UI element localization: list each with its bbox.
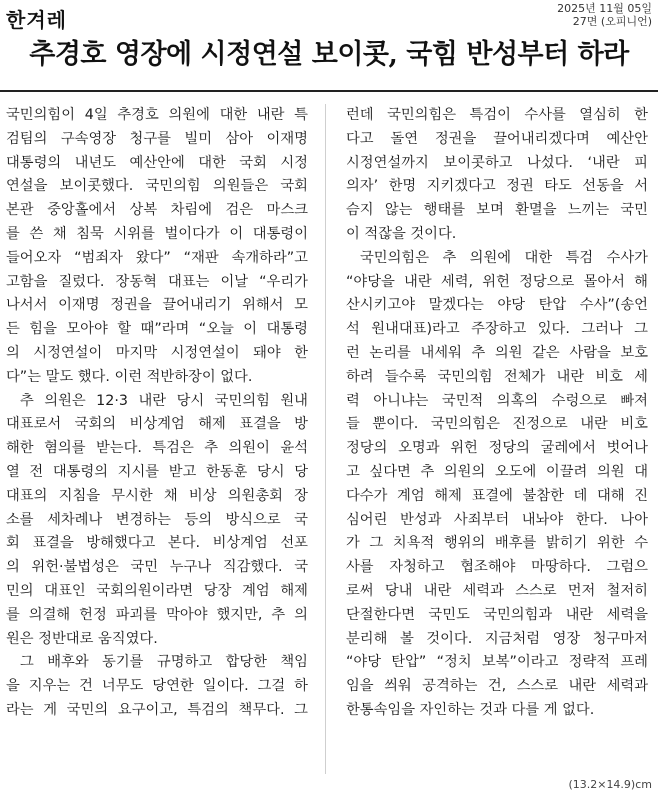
article-line: 다”는 말도 했다. 이런 적반하장이 없다. <box>6 368 253 385</box>
article-line: 든 힘을 모아야 할 때”라며 “오늘 이 대통령 <box>6 321 308 338</box>
article-line: 국민의힘은 추 의원에 대한 특검 수사가 <box>360 249 648 266</box>
article-line: 하려 들수록 국민의힘 전체가 내란 비호 세 <box>346 368 648 385</box>
article-line: 민의 대표인 국회의원이라면 당장 계엄 해제 <box>6 582 308 599</box>
article-line: 를 쓴 채 침묵 시위를 벌이다가 이 대통령이 <box>6 225 308 242</box>
article-line: 다수가 계엄 해제 표결에 불참한 데 대해 진 <box>346 487 648 504</box>
article-line: 심어린 반성과 사죄부터 내놔야 한다. 나아 <box>346 511 648 528</box>
masthead <box>0 0 658 30</box>
page-section: 27면 (오피니언) <box>572 15 652 28</box>
article-line: 다고 돌연 정권을 끌어내리겠다며 예산안 <box>346 130 648 147</box>
publication-date: 2025년 11월 05일 <box>557 2 652 15</box>
article-line: 해한 혐의를 받는다. 특검은 추 의원이 윤석 <box>6 440 308 457</box>
article-column-left <box>6 104 308 723</box>
article-line: 의 위헌·불법성은 국민 누구나 직감했다. 국 <box>6 559 308 576</box>
article-line: 런데 국민의힘은 특검이 수사를 열심히 한 <box>346 107 648 123</box>
article-line: 원은 정반대로 움직였다. <box>6 630 158 647</box>
article-line: 산시키고야 말겠다는 야당 탄압 수사”(송언 <box>346 297 648 314</box>
article-line: 검팀의 구속영장 청구를 빌미 삼아 이재명 <box>6 130 308 147</box>
article-line: 고 싶다면 추 의원의 오도에 이끌려 의원 대 <box>346 463 648 480</box>
article-line: 회 표결을 방해했다고 본다. 비상계엄 선포 <box>6 535 308 552</box>
article-line: 라는 게 국민의 요구이고, 특검의 책무다. 그 <box>6 701 308 718</box>
article-line: 임을 씌워 공격하는 건, 스스로 내란 세력과 <box>346 678 648 695</box>
article-size-note: (13.2×14.9)cm <box>568 778 652 791</box>
headline-rule <box>0 90 658 92</box>
article-line: 들 뿐이다. 국민의힘은 진정으로 내란 비호 <box>346 416 648 433</box>
article-line: 대표의 지침을 무시한 채 비상 의원총회 장 <box>6 487 308 504</box>
article-line: 고함을 질렀다. 장동혁 대표는 이날 “우리가 <box>6 273 308 290</box>
article-line: 이 적잖을 것이다. <box>346 225 457 242</box>
article-line: 대통령의 내년도 예산안에 대한 국회 시정 <box>6 154 308 171</box>
article-line: 나서서 이재명 정권을 끌어내리기 위해서 모 <box>6 297 308 314</box>
article-line: 본관 중앙홀에서 상복 차림에 검은 마스크 <box>6 202 308 219</box>
article-line: 을 지우는 건 너무도 당연한 일이다. 그걸 하 <box>6 678 308 695</box>
article-line: 들어오자 “범죄자 왔다” “재판 속개하라”고 <box>6 249 308 266</box>
column-divider <box>325 104 326 774</box>
article-line: “야당을 내란 세력, 위헌 정당으로 몰아서 해 <box>346 273 648 290</box>
article-column-right <box>346 104 648 723</box>
article-line: 단절한다면 국민도 국민의힘과 내란 세력을 <box>346 606 648 623</box>
article-line: 소를 세차례나 변경하는 등의 방식으로 국 <box>6 511 308 528</box>
newspaper-logo: 한겨레 <box>6 8 67 32</box>
article-line: “야당 탄압” “정치 보복”이라고 정략적 프레 <box>346 654 648 671</box>
article-line: 사를 자청하고 협조해야 마땅하다. 그럼으 <box>346 559 648 576</box>
article-line: 시정연설까지 보이콧하고 나섰다. ‘내란 피 <box>346 154 648 171</box>
dateline <box>557 2 652 28</box>
article-line: 정당의 오명과 위헌 정당의 굴레에서 벗어나 <box>346 440 648 457</box>
article-line: 국민의힘이 4일 추경호 의원에 대한 내란 특 <box>6 107 308 123</box>
article-line: 런 논리를 내세워 추 의원 같은 사람을 보호 <box>346 344 648 361</box>
article-line: 를 의결해 헌정 파괴를 막아야 했지만, 추 의 <box>6 606 308 623</box>
article-line: 슴지 않는 행태를 보며 환멸을 느끼는 국민 <box>346 202 648 219</box>
article-line: 로써 당내 내란 세력과 스스로 먼저 철저히 <box>346 582 648 599</box>
article-line: 석 원내대표)라고 주장하고 있다. 그러나 그 <box>346 321 648 338</box>
article-headline: 추경호 영장에 시정연설 보이콧, 국힘 반성부터 하라 <box>29 39 629 70</box>
article-line: 력 아니냐는 국민적 의혹의 수렁으로 빠져 <box>346 392 648 409</box>
article-line: 열 전 대통령의 지시를 받고 한동훈 당시 당 <box>6 463 308 480</box>
article-line: 한통속임을 자인하는 것과 다를 게 없다. <box>346 701 595 718</box>
article-line: 그 배후와 동기를 규명하고 합당한 책임 <box>20 654 308 671</box>
article-line: 추 의원은 12·3 내란 당시 국민의힘 원내 <box>20 392 308 409</box>
article-line: 가 그 치욕적 행위의 배후를 밝히기 위한 수 <box>346 535 648 552</box>
article-line: 의 시정연설이 마지막 시정연설이 돼야 한 <box>6 344 308 361</box>
article-line: 의자’ 한명 지키겠다고 정권 타도 선동을 서 <box>346 178 648 195</box>
article-line: 분리해 볼 것이다. 지금처럼 영장 청구마저 <box>346 630 648 647</box>
article-line: 연설을 보이콧했다. 국민의힘 의원들은 국회 <box>6 178 308 195</box>
article-line: 대표로서 국회의 비상계엄 해제 표결을 방 <box>6 416 308 433</box>
